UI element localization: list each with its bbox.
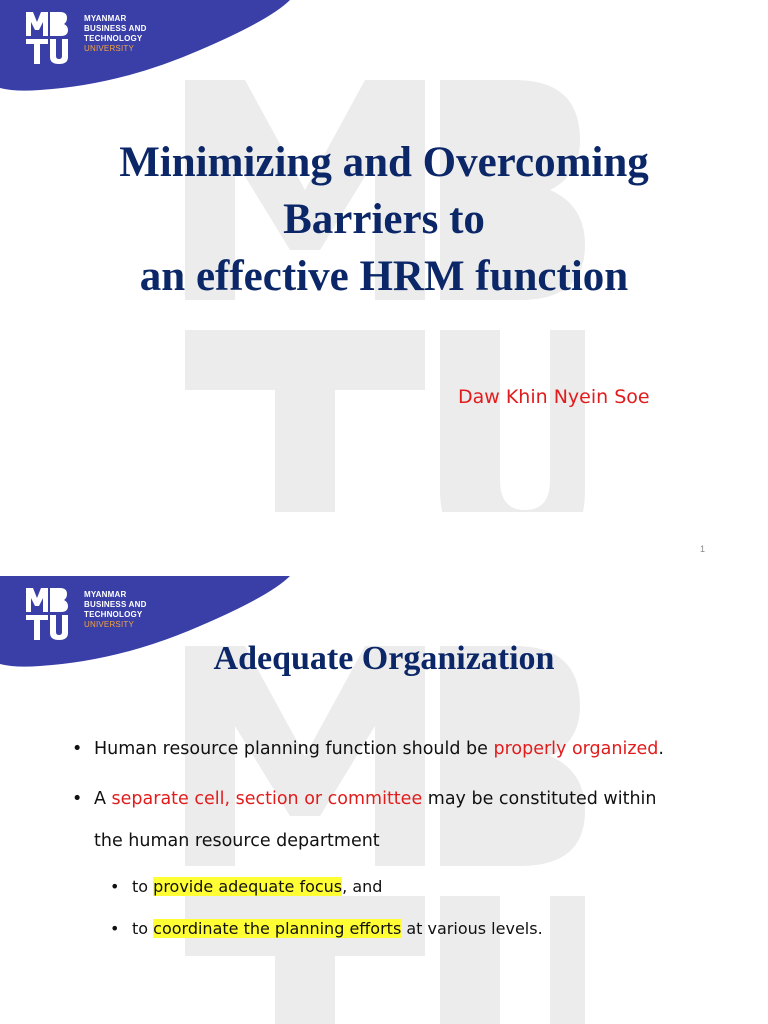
bullet-dot-icon: • — [72, 739, 83, 759]
emphasis-text: properly organized — [493, 739, 659, 759]
bullet-dot-icon: • — [110, 877, 120, 896]
mbtu-logo-icon — [26, 588, 68, 640]
slide-gap — [0, 512, 768, 576]
author-name: Daw Khin Nyein Soe — [458, 386, 650, 408]
slide-2-title: Adequate Organization — [213, 640, 555, 677]
sub-bullet-item: • to coordinate the planning efforts at various levels. — [110, 908, 752, 950]
highlighted-text: provide adequate focus — [153, 877, 343, 896]
bullet-dot-icon: • — [72, 789, 83, 809]
title-line-3: an effective HRM function — [139, 253, 629, 300]
emphasis-text: separate cell, section or committee — [111, 789, 423, 809]
logo-line-university: UNIVERSITY — [84, 44, 135, 53]
logo-line-business: BUSINESS AND — [84, 24, 147, 33]
bullet-list — [72, 728, 752, 950]
highlighted-text: coordinate the planning efforts — [153, 919, 402, 938]
bullet-item: • A separate cell, section or committee may be constituted within the human resource department — [72, 778, 752, 862]
bullet-dot-icon: • — [110, 919, 120, 938]
slide-1-title — [34, 134, 734, 305]
logo-text — [84, 14, 147, 54]
mbtu-logo-icon — [26, 12, 68, 64]
title-line-2: Barriers to — [283, 196, 485, 243]
logo-line-university: UNIVERSITY — [84, 620, 135, 629]
logo-line-myanmar: MYANMAR — [84, 14, 127, 23]
logo-line-technology: TECHNOLOGY — [84, 610, 143, 619]
logo-line-myanmar: MYANMAR — [84, 590, 127, 599]
logo-text — [84, 590, 147, 630]
bullet-item: • Human resource planning function should be properly organized. — [72, 728, 752, 770]
slide-2 — [0, 576, 768, 1024]
page-number: 1 — [700, 544, 706, 554]
sub-bullet-item: • to provide adequate focus, and — [110, 866, 752, 908]
logo-line-business: BUSINESS AND — [84, 600, 147, 609]
title-line-1: Minimizing and Overcoming — [119, 139, 649, 186]
logo-line-technology: TECHNOLOGY — [84, 34, 143, 43]
